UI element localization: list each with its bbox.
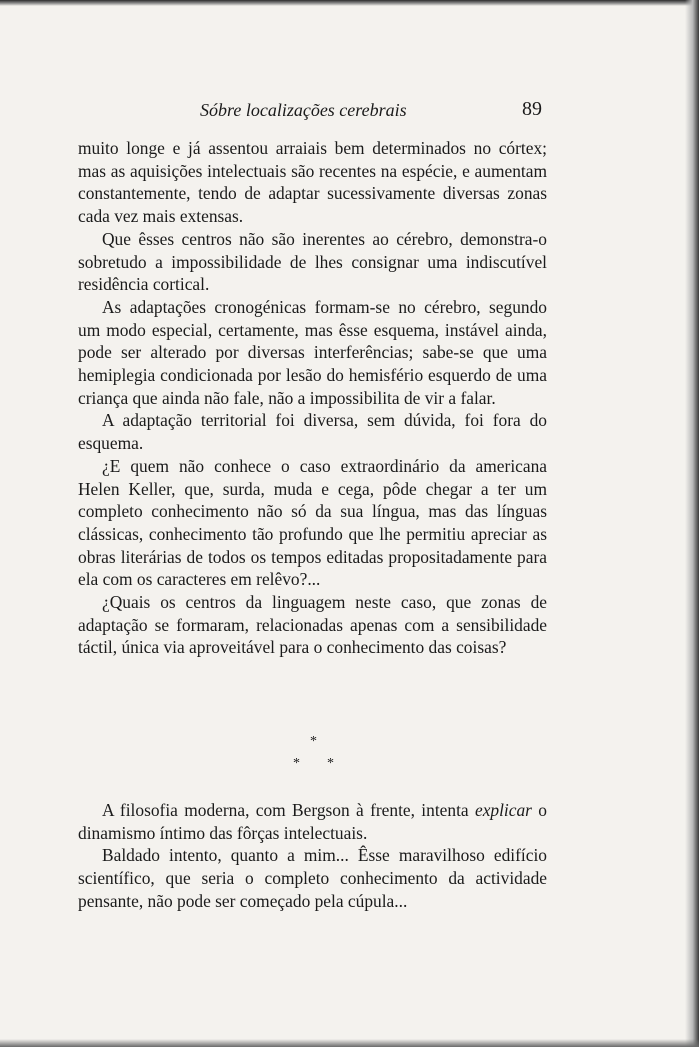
- paragraph-7-end: o dinamismo íntimo das fôrças intelectuais.: [78, 800, 547, 843]
- main-text: [78, 137, 547, 659]
- paragraph-7: [78, 799, 547, 844]
- paragraph-8: Baldado intento, quanto a mim... Êsse maravilhoso edifício scientífico, que seria o completo conhecimento da actividade pensante, não pode ser começado pela cúpula...: [78, 845, 547, 911]
- page-top-edge: [0, 0, 699, 6]
- paragraph-3: As adaptações cronogénicas formam-se no cérebro, segundo um modo especial, certamente, mas êsse esquema, instável ainda, pode ser alterado por diversas interferências; sabe-se que uma hemiplegia condicionada por lesão do hemisfério esquerdo de uma criança que ainda não fale, não a impossibilita de vir a falar.: [78, 296, 547, 408]
- running-title: Sóbre localizações cerebrais: [200, 100, 407, 120]
- paragraph-5: ¿E quem não conhece o caso extraordinário da americana Helen Keller, que, surda, muda e cega, pôde chegar a ter um completo conhecimento não só da sua língua, mas das línguas clássicas, conhecimento tão profundo que lhe permitiu apreciar as obras literárias de todos os tempos editadas propositadamente para ela com os caracteres em relêvo?...: [78, 455, 547, 590]
- page-bottom-edge: [0, 1039, 699, 1047]
- paragraph-6: ¿Quais os centros da linguagem neste caso, que zonas de adaptação se formaram, relacionadas apenas com a sensibilidade táctil, única via aproveitável para o conhecimento das coisas?: [78, 592, 547, 658]
- page-right-edge: [685, 0, 699, 1047]
- paragraph-1: muito longe e já assentou arraiais bem determinados no córtex; mas as aquisições intelectuais são recentes na espécie, e aumentam constantemente, tendo de adaptar sucessivamente diversas zonas cada vez mais extensas.: [78, 138, 547, 227]
- asterisk-left: *: [293, 756, 300, 771]
- paragraph-2: Que êsses centros não são inerentes ao cérebro, demonstra-o sobretudo a impossibilidade de lhes consignar uma indiscutível residência cortical.: [78, 228, 547, 295]
- paragraph-7-italic: explicar: [474, 800, 532, 820]
- page-number: 89: [522, 98, 542, 120]
- paragraph-4: A adaptação territorial foi diversa, sem dúvida, foi fora do esquema.: [78, 410, 547, 454]
- section-separator: [290, 734, 340, 774]
- asterisk-right: *: [327, 756, 334, 771]
- section-2-text: [78, 799, 547, 913]
- asterisk-top: *: [310, 734, 317, 749]
- paragraph-7-start: A filosofia moderna, com Bergson à frente, intenta: [102, 800, 475, 820]
